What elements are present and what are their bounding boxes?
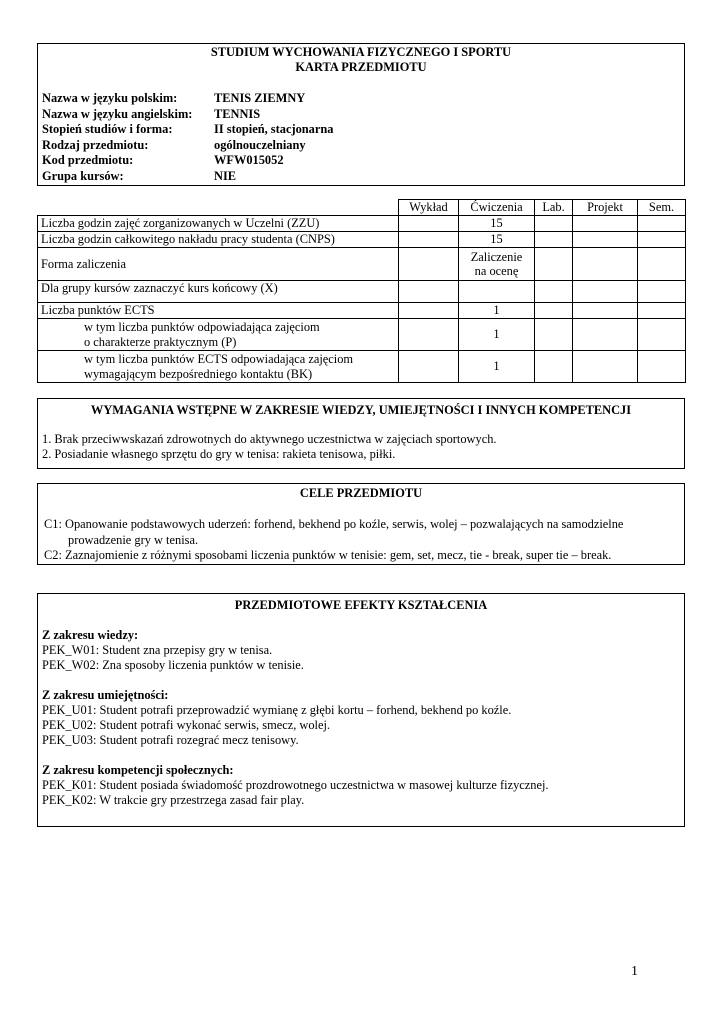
table-cell: [535, 281, 573, 303]
requirements-list: [38, 432, 684, 462]
institution-title: STUDIUM WYCHOWANIA FIZYCZNEGO I SPORTU: [210, 45, 512, 59]
list-item: PEK_K01: Student posiada świadomość prozdrowotnego uczestnictwa w masowej kulturze fizycznej.: [42, 778, 549, 792]
list-item: PEK_K02: W trakcie gry przestrzega zasad fair play.: [42, 793, 305, 807]
table-cell: Zaliczenie na ocenę: [459, 248, 535, 281]
table-row: [38, 319, 686, 351]
table-cell: [638, 303, 686, 319]
skills-heading: Z zakresu umiejętności:: [42, 688, 169, 702]
knowledge-heading: Z zakresu wiedzy:: [42, 628, 139, 642]
row-label: Liczba godzin całkowitego nakładu pracy studenta (CNPS): [38, 232, 399, 248]
table-cell: 1: [459, 319, 535, 351]
table-cell: [638, 319, 686, 351]
table-cell: [399, 248, 459, 281]
field-study-level: Stopień studiów i forma: II stopień, stacjonarna: [42, 122, 334, 136]
list-item: 1. Brak przeciwwskazań zdrowotnych do aktywnego uczestnictwa w zajęciach sportowych.: [42, 432, 497, 446]
table-cell: [573, 303, 638, 319]
table-cell: [638, 248, 686, 281]
table-cell: [573, 351, 638, 383]
table-cell: [459, 281, 535, 303]
row-label: Dla grupy kursów zaznaczyć kurs końcowy (X): [38, 281, 399, 303]
table-cell: [399, 319, 459, 351]
row-label: Liczba godzin zajęć zorganizowanych w Uczelni (ZZU): [38, 216, 399, 232]
column-header: Lab.: [535, 200, 573, 216]
row-label: w tym liczba punktów ECTS odpowiadająca zajęciom wymagającym bezpośredniego kontaktu (BK): [38, 351, 399, 383]
table-cell: [535, 216, 573, 232]
table-header-row: [38, 200, 686, 216]
field-polish-name: Nazwa w języku polskim: TENIS ZIEMNY: [42, 91, 306, 105]
table-cell: 15: [459, 216, 535, 232]
table-cell: 15: [459, 232, 535, 248]
requirements-title: WYMAGANIA WSTĘPNE W ZAKRESIE WIEDZY, UMIEJĘTNOŚCI I INNYCH KOMPETENCJI: [90, 403, 632, 417]
column-header: Wykład: [399, 200, 459, 216]
table-row: [38, 351, 686, 383]
list-item: 2. Posiadanie własnego sprzętu do gry w tenisa: rakieta tenisowa, piłki.: [42, 447, 396, 461]
goals-list: [38, 517, 684, 564]
social-block: [38, 763, 684, 808]
goal-c2: C2: Zaznajomienie z różnymi sposobami liczenia punktów w tenisie: gem, set, mecz, tie - break, super tie – break.: [44, 548, 612, 562]
page-number: 1: [631, 964, 638, 979]
table-row: [38, 232, 686, 248]
list-item: PEK_U03: Student potrafi rozegrać mecz tenisowy.: [42, 733, 299, 747]
table-cell: [573, 248, 638, 281]
field-course-code: Kod przedmiotu: WFW015052: [42, 153, 284, 167]
table-cell: [573, 216, 638, 232]
field-course-group: Grupa kursów: NIE: [42, 168, 237, 183]
table-row: [38, 248, 686, 281]
row-label: Forma zaliczenia: [38, 248, 399, 281]
knowledge-block: [38, 628, 684, 673]
card-title: KARTA PRZEDMIOTU: [295, 60, 427, 74]
table-cell: [535, 248, 573, 281]
table-cell: [535, 232, 573, 248]
list-item: PEK_U02: Student potrafi wykonać serwis, smecz, wolej.: [42, 718, 331, 732]
table-cell: [535, 351, 573, 383]
course-fields: [38, 91, 684, 184]
column-header: Sem.: [638, 200, 686, 216]
course-header: [37, 43, 685, 186]
skills-block: [38, 688, 684, 748]
list-item: PEK_W02: Zna sposoby liczenia punktów w tenisie.: [42, 658, 304, 672]
table-cell: [399, 232, 459, 248]
list-item: PEK_W01: Student zna przepisy gry w tenisa.: [42, 643, 273, 657]
learning-outcomes-section: [37, 593, 685, 827]
table-row: [38, 303, 686, 319]
table-cell: [573, 232, 638, 248]
learning-outcomes-title: PRZEDMIOTOWE EFEKTY KSZTAŁCENIA: [234, 598, 488, 612]
table-cell: 1: [459, 351, 535, 383]
goals-section: [37, 483, 685, 565]
table-cell: [399, 216, 459, 232]
table-cell: [535, 319, 573, 351]
table-cell: [535, 303, 573, 319]
hours-table: [37, 199, 686, 383]
table-row: [38, 216, 686, 232]
table-cell: 1: [459, 303, 535, 319]
table-cell: [638, 351, 686, 383]
goal-c1-continuation: prowadzenie gry w tenisa.: [68, 532, 199, 547]
social-heading: Z zakresu kompetencji społecznych:: [42, 763, 234, 777]
table-cell: [399, 351, 459, 383]
table-corner: [38, 200, 399, 216]
column-header: Projekt: [573, 200, 638, 216]
field-english-name: Nazwa w języku angielskim: TENNIS: [42, 106, 261, 121]
goal-c1: C1: Opanowanie podstawowych uderzeń: forhend, bekhend po koźle, serwis, wolej – pozwalających na samodzielne: [44, 517, 624, 531]
requirements-section: [37, 398, 685, 469]
goals-title: CELE PRZEDMIOTU: [299, 486, 423, 500]
list-item: PEK_U01: Student potrafi przeprowadzić wymianę z głębi kortu – forhend, bekhend po koźle.: [42, 703, 512, 717]
table-cell: [399, 303, 459, 319]
field-course-type: Rodzaj przedmiotu: ogólnouczelniany: [42, 137, 306, 152]
column-header: Ćwiczenia: [459, 200, 535, 216]
table-cell: [573, 319, 638, 351]
table-cell: [399, 281, 459, 303]
table-cell: [573, 281, 638, 303]
table-cell: [638, 216, 686, 232]
row-label: w tym liczba punktów odpowiadająca zajęciom o charakterze praktycznym (P): [38, 319, 399, 351]
row-label: Liczba punktów ECTS: [38, 303, 399, 319]
table-cell: [638, 232, 686, 248]
table-row: [38, 281, 686, 303]
table-cell: [638, 281, 686, 303]
